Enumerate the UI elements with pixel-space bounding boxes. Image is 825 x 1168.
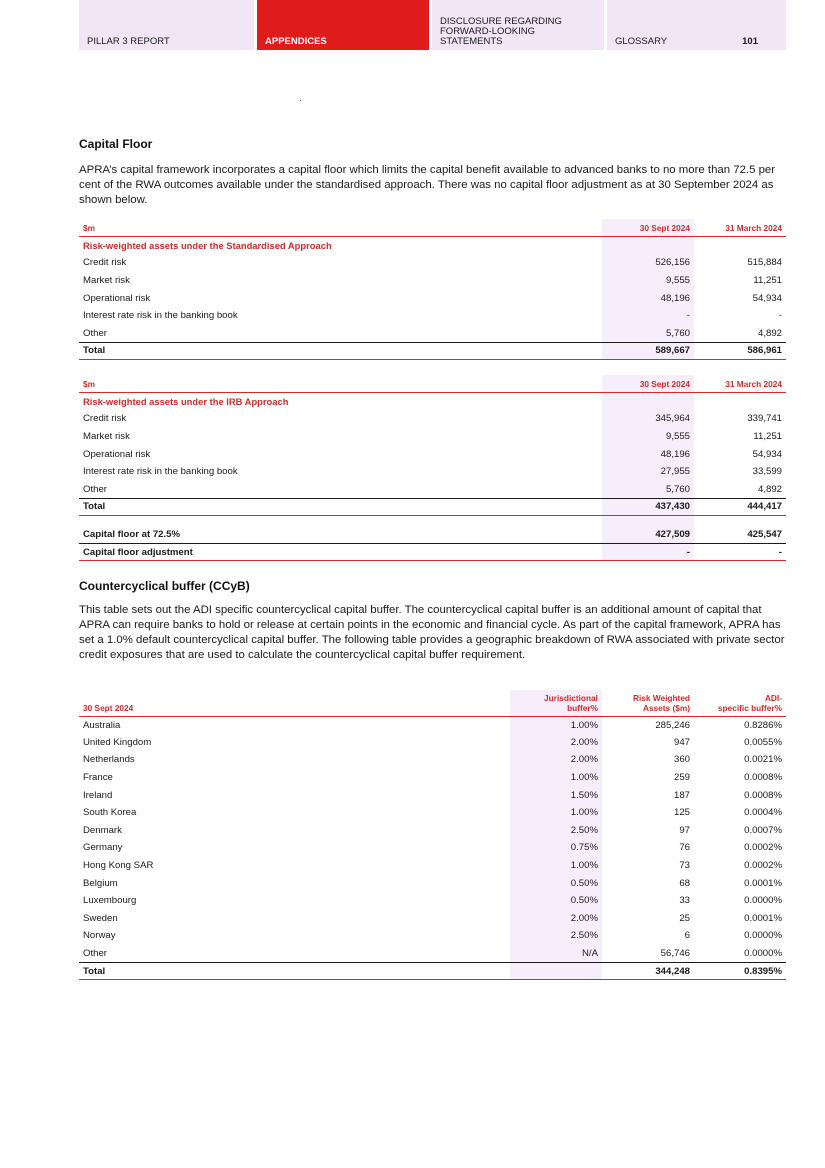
row-label: Sweden	[83, 912, 118, 924]
row-label: Norway	[83, 930, 116, 942]
value-sept: 437,430	[602, 498, 694, 516]
rwa-value: 6	[684, 930, 690, 942]
table-row	[79, 325, 786, 343]
value-march: 54,934	[752, 292, 782, 304]
buffer-value: 2.00%	[510, 734, 602, 752]
adi-value: 0.0008%	[744, 789, 782, 801]
table-row	[79, 910, 786, 928]
row-label: Luxembourg	[83, 895, 137, 907]
table-row	[79, 254, 786, 272]
value-march: 339,741	[747, 413, 782, 425]
header-line: Risk Weighted	[632, 692, 690, 703]
rwa-value: 360	[673, 754, 690, 766]
nav-tab-label: GLOSSARY	[615, 36, 668, 47]
nav-tab-label: PILLAR 3 REPORT	[87, 36, 170, 47]
value-march: 4,892	[757, 327, 782, 339]
rwa-value: 33	[679, 895, 690, 907]
ccyb-table	[79, 690, 786, 980]
total-row	[79, 342, 786, 360]
row-label: Interest rate risk in the banking book	[83, 310, 238, 322]
section-cell	[602, 237, 694, 255]
buffer-value: 0.50%	[510, 874, 602, 892]
row-label: Hong Kong SAR	[83, 860, 154, 872]
row-label: United Kingdom	[83, 736, 152, 748]
section-row	[79, 237, 786, 255]
section-title: Risk-weighted assets under the IRB Approach	[83, 396, 289, 408]
header-line: Assets ($m)	[642, 702, 690, 713]
adi-value: 0.0000%	[744, 895, 782, 907]
buffer-value: 2.50%	[510, 927, 602, 945]
table-row	[79, 734, 786, 752]
top-navigation	[79, 0, 786, 50]
row-label: Market risk	[83, 275, 130, 287]
ccyb-heading: Countercyclical buffer (CCyB)	[79, 579, 250, 593]
value-march: -	[778, 546, 782, 558]
total-row	[79, 962, 786, 980]
table-row	[79, 857, 786, 875]
buffer-value: 1.00%	[510, 716, 602, 734]
table-header-row	[79, 375, 786, 393]
table-row	[79, 769, 786, 787]
table-row	[79, 272, 786, 290]
table-row	[79, 874, 786, 892]
row-label: Netherlands	[83, 754, 135, 766]
value-march: 54,934	[752, 448, 782, 460]
row-label: France	[83, 772, 113, 784]
column-header-adi-buffer	[694, 690, 786, 716]
rwa-value: 947	[673, 736, 690, 748]
table-row	[79, 822, 786, 840]
buffer-value: 1.00%	[510, 804, 602, 822]
buffer-value: 0.50%	[510, 892, 602, 910]
buffer-value: 2.50%	[510, 822, 602, 840]
row-label: South Korea	[83, 807, 137, 819]
column-header-label: $m	[79, 375, 602, 393]
nav-tab-glossary[interactable]	[607, 0, 786, 50]
table-row	[79, 716, 786, 734]
buffer-value: 1.00%	[510, 857, 602, 875]
total-row	[79, 498, 786, 516]
rwa-value: 285,246	[655, 719, 690, 731]
rwa-value: 97	[679, 824, 690, 836]
value-march: 11,251	[753, 275, 782, 287]
header-line: ADI-	[764, 692, 782, 703]
buffer-value: 2.00%	[510, 751, 602, 769]
value-sept: 27,955	[602, 463, 694, 481]
value-sept: 5,760	[602, 481, 694, 499]
adi-value: 0.8286%	[744, 719, 782, 731]
row-label: Market risk	[83, 431, 130, 443]
section-cell	[602, 393, 694, 411]
table-row	[79, 945, 786, 963]
header-line: buffer%	[567, 702, 598, 713]
table-row	[79, 892, 786, 910]
table-row	[79, 786, 786, 804]
rwa-value: 76	[679, 842, 690, 854]
row-label: Other	[83, 483, 107, 495]
spacer-row	[79, 516, 786, 526]
adi-value: 0.8395%	[694, 962, 786, 980]
table-row	[79, 751, 786, 769]
nav-tab-disclosure[interactable]	[432, 0, 604, 50]
row-label: Operational risk	[83, 448, 151, 460]
table-row	[79, 804, 786, 822]
value-sept: -	[602, 307, 694, 325]
adi-value: 0.0000%	[744, 930, 782, 942]
nav-tab-label: DISCLOSURE REGARDING FORWARD-LOOKING STATEMENTS	[440, 16, 562, 47]
value-march: -	[778, 310, 782, 322]
row-label: Germany	[83, 842, 123, 854]
row-label: Capital floor adjustment	[83, 546, 193, 558]
adi-value: 0.0007%	[744, 824, 782, 836]
table-row	[79, 428, 786, 446]
adi-value: 0.0000%	[744, 947, 782, 959]
table-row	[79, 445, 786, 463]
rwa-value: 259	[673, 772, 690, 784]
nav-tab-appendices[interactable]	[257, 0, 429, 50]
spacer-cell	[602, 516, 694, 526]
table-row	[79, 289, 786, 307]
column-header-march: 31 March 2024	[694, 375, 786, 393]
column-header-date: 30 Sept 2024	[79, 690, 510, 716]
table-header-row	[79, 690, 786, 716]
value-sept: 5,760	[602, 325, 694, 343]
value-sept: 345,964	[602, 410, 694, 428]
adi-value: 0.0008%	[744, 772, 782, 784]
value-sept: 427,509	[602, 526, 694, 544]
capital-floor-heading: Capital Floor	[79, 137, 153, 151]
rwa-value: 56,746	[660, 947, 690, 959]
buffer-value: 0.75%	[510, 839, 602, 857]
table-header-row	[79, 219, 786, 237]
row-label: Credit risk	[83, 257, 127, 269]
buffer-value: 1.00%	[510, 769, 602, 787]
value-march: 586,961	[694, 342, 786, 360]
capital-floor-row	[79, 526, 786, 544]
adi-value: 0.0002%	[744, 860, 782, 872]
table-row	[79, 307, 786, 325]
column-header-label: $m	[79, 219, 602, 237]
value-sept: 48,196	[602, 445, 694, 463]
value-march: 515,884	[747, 257, 782, 269]
table-row	[79, 410, 786, 428]
table-row	[79, 481, 786, 499]
section-row	[79, 393, 786, 411]
header-line: Jurisdictional	[544, 692, 598, 703]
nav-tab-pillar3-report[interactable]	[79, 0, 254, 50]
row-label: Belgium	[83, 877, 118, 889]
capital-floor-paragraph: APRA’s capital framework incorporates a capital floor which limits the capital benefit available to advanced banks to no more than 72.5 per cent of the RWA outcomes available under the standardised approach. There was no capital floor adjustment as at 30 September 2024 as shown below.	[79, 164, 776, 206]
row-label: Total	[79, 498, 602, 516]
rwa-value: 25	[679, 912, 690, 924]
row-label: Total	[79, 962, 510, 980]
buffer-value: 2.00%	[510, 910, 602, 928]
row-label: Interest rate risk in the banking book	[83, 466, 238, 478]
column-header-jurisdictional-buffer	[510, 690, 602, 716]
rwa-value: 73	[679, 860, 690, 872]
row-label: Total	[79, 342, 602, 360]
capital-floor-adjustment-row	[79, 543, 786, 561]
value-sept: 9,555	[602, 272, 694, 290]
adi-value: 0.0004%	[744, 807, 782, 819]
row-label: Credit risk	[83, 413, 127, 425]
value-march: 425,547	[694, 526, 786, 544]
column-header-march: 31 March 2024	[694, 219, 786, 237]
adi-value: 0.0021%	[744, 754, 782, 766]
value-march: 444,417	[694, 498, 786, 516]
column-header-sept: 30 Sept 2024	[602, 219, 694, 237]
row-label: Capital floor at 72.5%	[79, 526, 602, 544]
table-row	[79, 839, 786, 857]
ccyb-paragraph: This table sets out the ADI specific countercyclical capital buffer. The countercyclical capital buffer is an additional amount of capital that APRA can require banks to hold or release at certain points in the economic and financial cycle. As part of the capital framework, APRA has set a 1.0% default countercyclical capital buffer. The following table provides a geographic breakdown of RWA associated with private sector credit exposures that are used to calculate the countercyclical capital buffer requirement.	[79, 604, 785, 661]
value-sept: 48,196	[602, 289, 694, 307]
value-sept: 9,555	[602, 428, 694, 446]
adi-value: 0.0001%	[744, 877, 782, 889]
table-row	[79, 463, 786, 481]
buffer-value	[510, 962, 602, 980]
column-header-rwa	[602, 690, 694, 716]
buffer-value: N/A	[510, 945, 602, 963]
section-title: Risk-weighted assets under the Standardised Approach	[83, 240, 332, 252]
adi-value: 0.0002%	[744, 842, 782, 854]
row-label: Other	[83, 947, 107, 959]
section-cell	[694, 393, 786, 411]
value-march: 4,892	[757, 483, 782, 495]
column-header-sept: 30 Sept 2024	[602, 375, 694, 393]
irb-rwa-table	[79, 375, 786, 561]
speck	[300, 100, 301, 101]
row-label: Australia	[83, 719, 121, 731]
header-line: specific buffer%	[717, 702, 782, 713]
value-sept: -	[602, 543, 694, 561]
nav-tab-label: APPENDICES	[265, 36, 327, 47]
adi-value: 0.0055%	[744, 736, 782, 748]
row-label: Operational risk	[83, 292, 151, 304]
rwa-value: 68	[679, 877, 690, 889]
value-march: 33,599	[752, 466, 782, 478]
spacer-cell	[79, 516, 602, 526]
buffer-value: 1.50%	[510, 786, 602, 804]
table-row	[79, 927, 786, 945]
section-cell	[694, 237, 786, 255]
spacer-cell	[694, 516, 786, 526]
rwa-value: 344,248	[602, 962, 694, 980]
row-label: Other	[83, 327, 107, 339]
row-label: Denmark	[83, 824, 122, 836]
ccyb-table-body	[79, 716, 786, 962]
row-label: Ireland	[83, 789, 113, 801]
value-sept: 526,156	[602, 254, 694, 272]
standardised-rwa-table	[79, 219, 786, 360]
value-march: 11,251	[753, 431, 782, 443]
adi-value: 0.0001%	[744, 912, 782, 924]
rwa-value: 187	[673, 789, 690, 801]
page-number: 101	[742, 36, 758, 47]
rwa-value: 125	[673, 807, 690, 819]
value-sept: 589,667	[602, 342, 694, 360]
